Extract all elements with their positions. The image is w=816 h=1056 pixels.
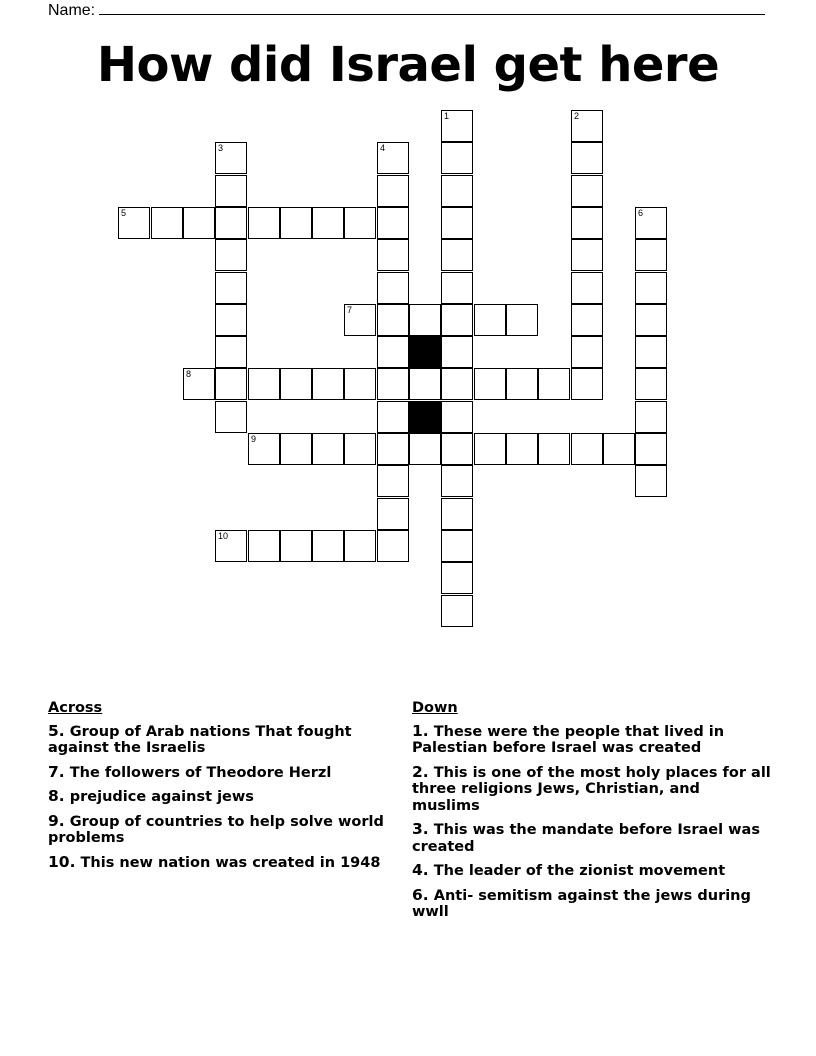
grid-cell[interactable] [635,336,667,368]
grid-cell[interactable] [215,401,247,433]
grid-cell[interactable] [215,368,247,400]
clue-number: 4 [380,143,386,153]
grid-cell[interactable] [441,175,473,207]
black-cell [409,401,441,433]
clue-number: 6 [638,208,644,218]
grid-cell[interactable] [441,401,473,433]
grid-cell[interactable] [474,368,506,400]
grid-cell[interactable] [215,175,247,207]
grid-cell[interactable] [183,207,215,239]
grid-cell[interactable] [280,368,312,400]
grid-cell[interactable] [215,336,247,368]
grid-cell[interactable] [377,465,409,497]
across-clues [48,700,393,878]
grid-cell[interactable] [571,336,603,368]
down-heading: Down [412,700,458,716]
clue-down-1: 1. These were the people that lived in Palestian before Israel was created [412,721,725,756]
grid-cell[interactable] [571,207,603,239]
grid-cell[interactable] [635,207,667,239]
grid-cell[interactable] [377,239,409,271]
grid-cell[interactable] [280,207,312,239]
grid-cell[interactable] [344,207,376,239]
grid-cell[interactable] [441,562,473,594]
grid-cell[interactable] [312,207,344,239]
name-label: Name: [48,2,96,19]
grid-cell[interactable] [441,272,473,304]
grid-cell[interactable] [377,175,409,207]
grid-cell[interactable] [441,433,473,465]
grid-cell[interactable] [441,498,473,530]
grid-cell[interactable] [506,433,538,465]
grid-cell[interactable] [344,433,376,465]
down-clues [412,700,772,928]
grid-cell[interactable] [377,368,409,400]
clue-number: 7 [347,305,353,315]
clue-down-3: 3. This was the mandate before Israel was created [412,820,760,855]
grid-cell[interactable] [635,465,667,497]
grid-cell[interactable] [571,142,603,174]
grid-cell[interactable] [441,239,473,271]
grid-cell[interactable] [377,207,409,239]
clue-number: 8 [186,369,192,379]
grid-cell[interactable] [635,433,667,465]
grid-cell[interactable] [506,368,538,400]
grid-cell[interactable] [248,433,280,465]
clue-across-8: 8. prejudice against jews [48,787,254,805]
grid-cell[interactable] [571,110,603,142]
across-heading: Across [48,700,103,716]
grid-cell[interactable] [183,368,215,400]
grid-cell[interactable] [280,530,312,562]
clue-down-6: 6. Anti- semitism against the jews during wwll [412,885,751,920]
grid-cell[interactable] [506,304,538,336]
page-title: How did Israel get here [96,37,720,93]
grid-cell[interactable] [215,207,247,239]
grid-cell[interactable] [441,595,473,627]
clue-number: 10 [218,531,229,541]
grid-cell[interactable] [248,368,280,400]
grid-cell[interactable] [441,304,473,336]
grid-cell[interactable] [344,530,376,562]
grid-cell[interactable] [571,304,603,336]
grid-cell[interactable] [377,336,409,368]
grid-cell[interactable] [377,401,409,433]
grid-cell[interactable] [215,304,247,336]
grid-cell[interactable] [538,433,570,465]
grid-cell[interactable] [441,207,473,239]
grid-cell[interactable] [312,433,344,465]
grid-cell[interactable] [344,368,376,400]
grid-cell[interactable] [441,465,473,497]
grid-cell[interactable] [118,207,150,239]
grid-cell[interactable] [441,336,473,368]
grid-cell[interactable] [151,207,183,239]
grid-cell[interactable] [635,401,667,433]
clue-number: 9 [251,434,257,444]
grid-cell[interactable] [377,142,409,174]
clue-across-10: 10. This new nation was created in 1948 [48,852,381,871]
grid-cell[interactable] [377,304,409,336]
grid-cell[interactable] [538,368,570,400]
clue-down-2: 2. This is one of the most holy places for all three religions Jews, Christian, and muslims [412,762,771,814]
grid-cell[interactable] [441,368,473,400]
grid-cell[interactable] [474,304,506,336]
grid-cell[interactable] [571,272,603,304]
grid-cell[interactable] [248,207,280,239]
grid-cell[interactable] [409,304,441,336]
clue-number: 3 [218,143,224,153]
grid-cell[interactable] [215,272,247,304]
grid-cell[interactable] [409,433,441,465]
grid-cell[interactable] [571,368,603,400]
grid-cell[interactable] [571,175,603,207]
grid-cell[interactable] [215,142,247,174]
grid-cell[interactable] [248,530,280,562]
grid-cell[interactable] [312,368,344,400]
grid-cell[interactable] [441,142,473,174]
grid-cell[interactable] [571,433,603,465]
grid-cell[interactable] [635,368,667,400]
grid-cell[interactable] [215,530,247,562]
grid-cell[interactable] [635,239,667,271]
grid-cell[interactable] [344,304,376,336]
clue-down-4: 4. The leader of the zionist movement [412,861,726,879]
grid-cell[interactable] [409,368,441,400]
grid-cell[interactable] [441,530,473,562]
grid-cell[interactable] [215,239,247,271]
grid-cell[interactable] [312,530,344,562]
clue-across-7: 7. The followers of Theodore Herzl [48,762,332,781]
grid-cell[interactable] [635,304,667,336]
grid-cell[interactable] [280,433,312,465]
grid-cell[interactable] [571,239,603,271]
grid-cell[interactable] [377,530,409,562]
grid-cell[interactable] [635,272,667,304]
grid-cell[interactable] [377,433,409,465]
grid-cell[interactable] [474,433,506,465]
clue-across-9: 9. Group of countries to help solve world problems [48,811,384,846]
clue-number: 1 [444,111,450,121]
grid-cell[interactable] [603,433,635,465]
grid-cell[interactable] [441,110,473,142]
grid-cell[interactable] [377,498,409,530]
black-cell [409,336,441,368]
clue-number: 5 [121,208,127,218]
clue-across-5: 5. Group of Arab nations That fought against the Israelis [48,721,352,756]
clue-number: 2 [574,111,580,121]
grid-cell[interactable] [377,272,409,304]
